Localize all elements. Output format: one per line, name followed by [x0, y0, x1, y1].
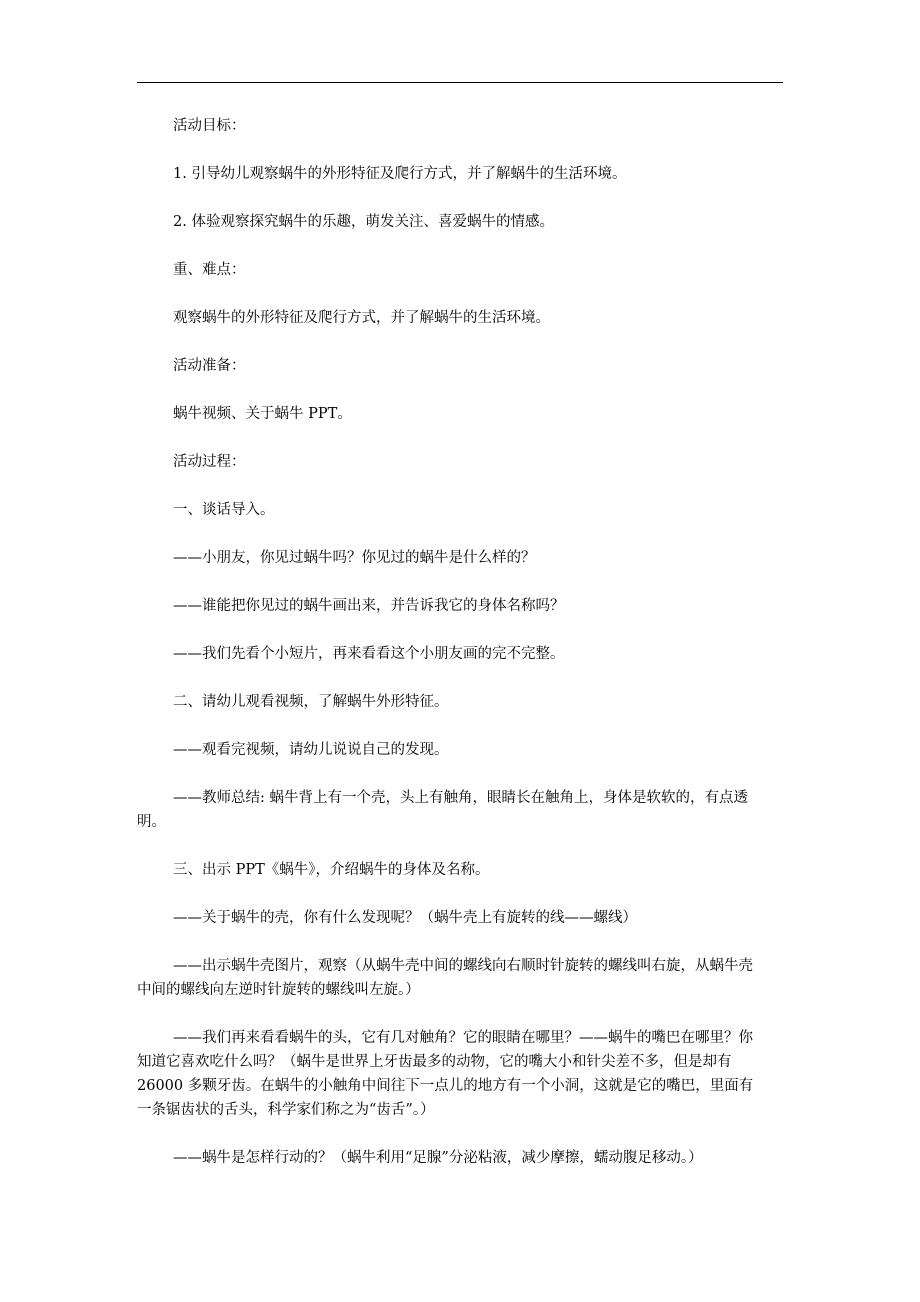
goal-item-1: 1. 引导幼儿观察蜗牛的外形特征及爬行方式，并了解蜗牛的生活环境。 — [173, 166, 627, 182]
section-3-item-movement: ——蜗牛是怎样行动的？（蜗牛利用“足腺”分泌粘液，减少摩擦，蠕动腹足移动。） — [173, 1150, 703, 1166]
heading-process: 活动过程： — [173, 454, 246, 470]
preparation-text: 蜗牛视频、关于蜗牛 PPT。 — [173, 406, 352, 422]
header-rule — [137, 82, 783, 83]
section-3-title: 三、出示 PPT《蜗牛》，介绍蜗牛的身体及名称。 — [173, 862, 490, 878]
section-2-title: 二、请幼儿观看视频，了解蜗牛外形特征。 — [173, 694, 449, 710]
heading-preparation: 活动准备： — [173, 358, 246, 374]
key-points-text: 观察蜗牛的外形特征及爬行方式，并了解蜗牛的生活环境。 — [173, 310, 550, 326]
section-1-question-3: ——我们先看个小短片，再来看看这个小朋友画的完不完整。 — [173, 646, 565, 662]
section-2-teacher-summary: ——教师总结: 蜗牛背上有一个壳，头上有触角，眼睛长在触角上，身体是软软的，有点透明。 — [137, 790, 748, 830]
goal-item-2: 2. 体验观察探究蜗牛的乐趣，萌发关注、喜爱蜗牛的情感。 — [173, 214, 554, 230]
section-1-question-2: ——谁能把你见过的蜗牛画出来，并告诉我它的身体名称吗？ — [173, 598, 565, 614]
section-1-question-1: ——小朋友，你见过蜗牛吗？你见过的蜗牛是什么样的？ — [173, 550, 536, 566]
heading-activity-goals: 活动目标： — [173, 118, 246, 134]
section-1-title: 一、谈话导入。 — [173, 502, 275, 518]
section-3-item-shell-picture: ——出示蜗牛壳图片，观察（从蜗牛壳中间的螺线向右顺时针旋转的螺线叫右旋，从蜗牛壳中间的螺线向左逆时针旋转的螺线叫左旋。） — [137, 958, 753, 998]
heading-key-points: 重、难点： — [173, 262, 246, 278]
section-3-item-shell: ——关于蜗牛的壳，你有什么发现呢？（蜗牛壳上有旋转的线——螺线） — [173, 910, 637, 926]
section-2-item-1: ——观看完视频，请幼儿说说自己的发现。 — [173, 742, 449, 758]
section-3-item-head: ——我们再来看看蜗牛的头，它有几对触角？它的眼睛在哪里？——蜗牛的嘴巴在哪里？你知道它喜欢吃什么吗？（蜗牛是世界上牙齿最多的动物，它的嘴大小和针尖差不多，但是却有 26000 多颗牙齿。在蜗牛的小触角中间往下一点儿的地方有一个小洞，这就是它的嘴巴，里面有一条锯齿状的舌头，科学家们称之为“齿舌”。） — [137, 1030, 754, 1118]
